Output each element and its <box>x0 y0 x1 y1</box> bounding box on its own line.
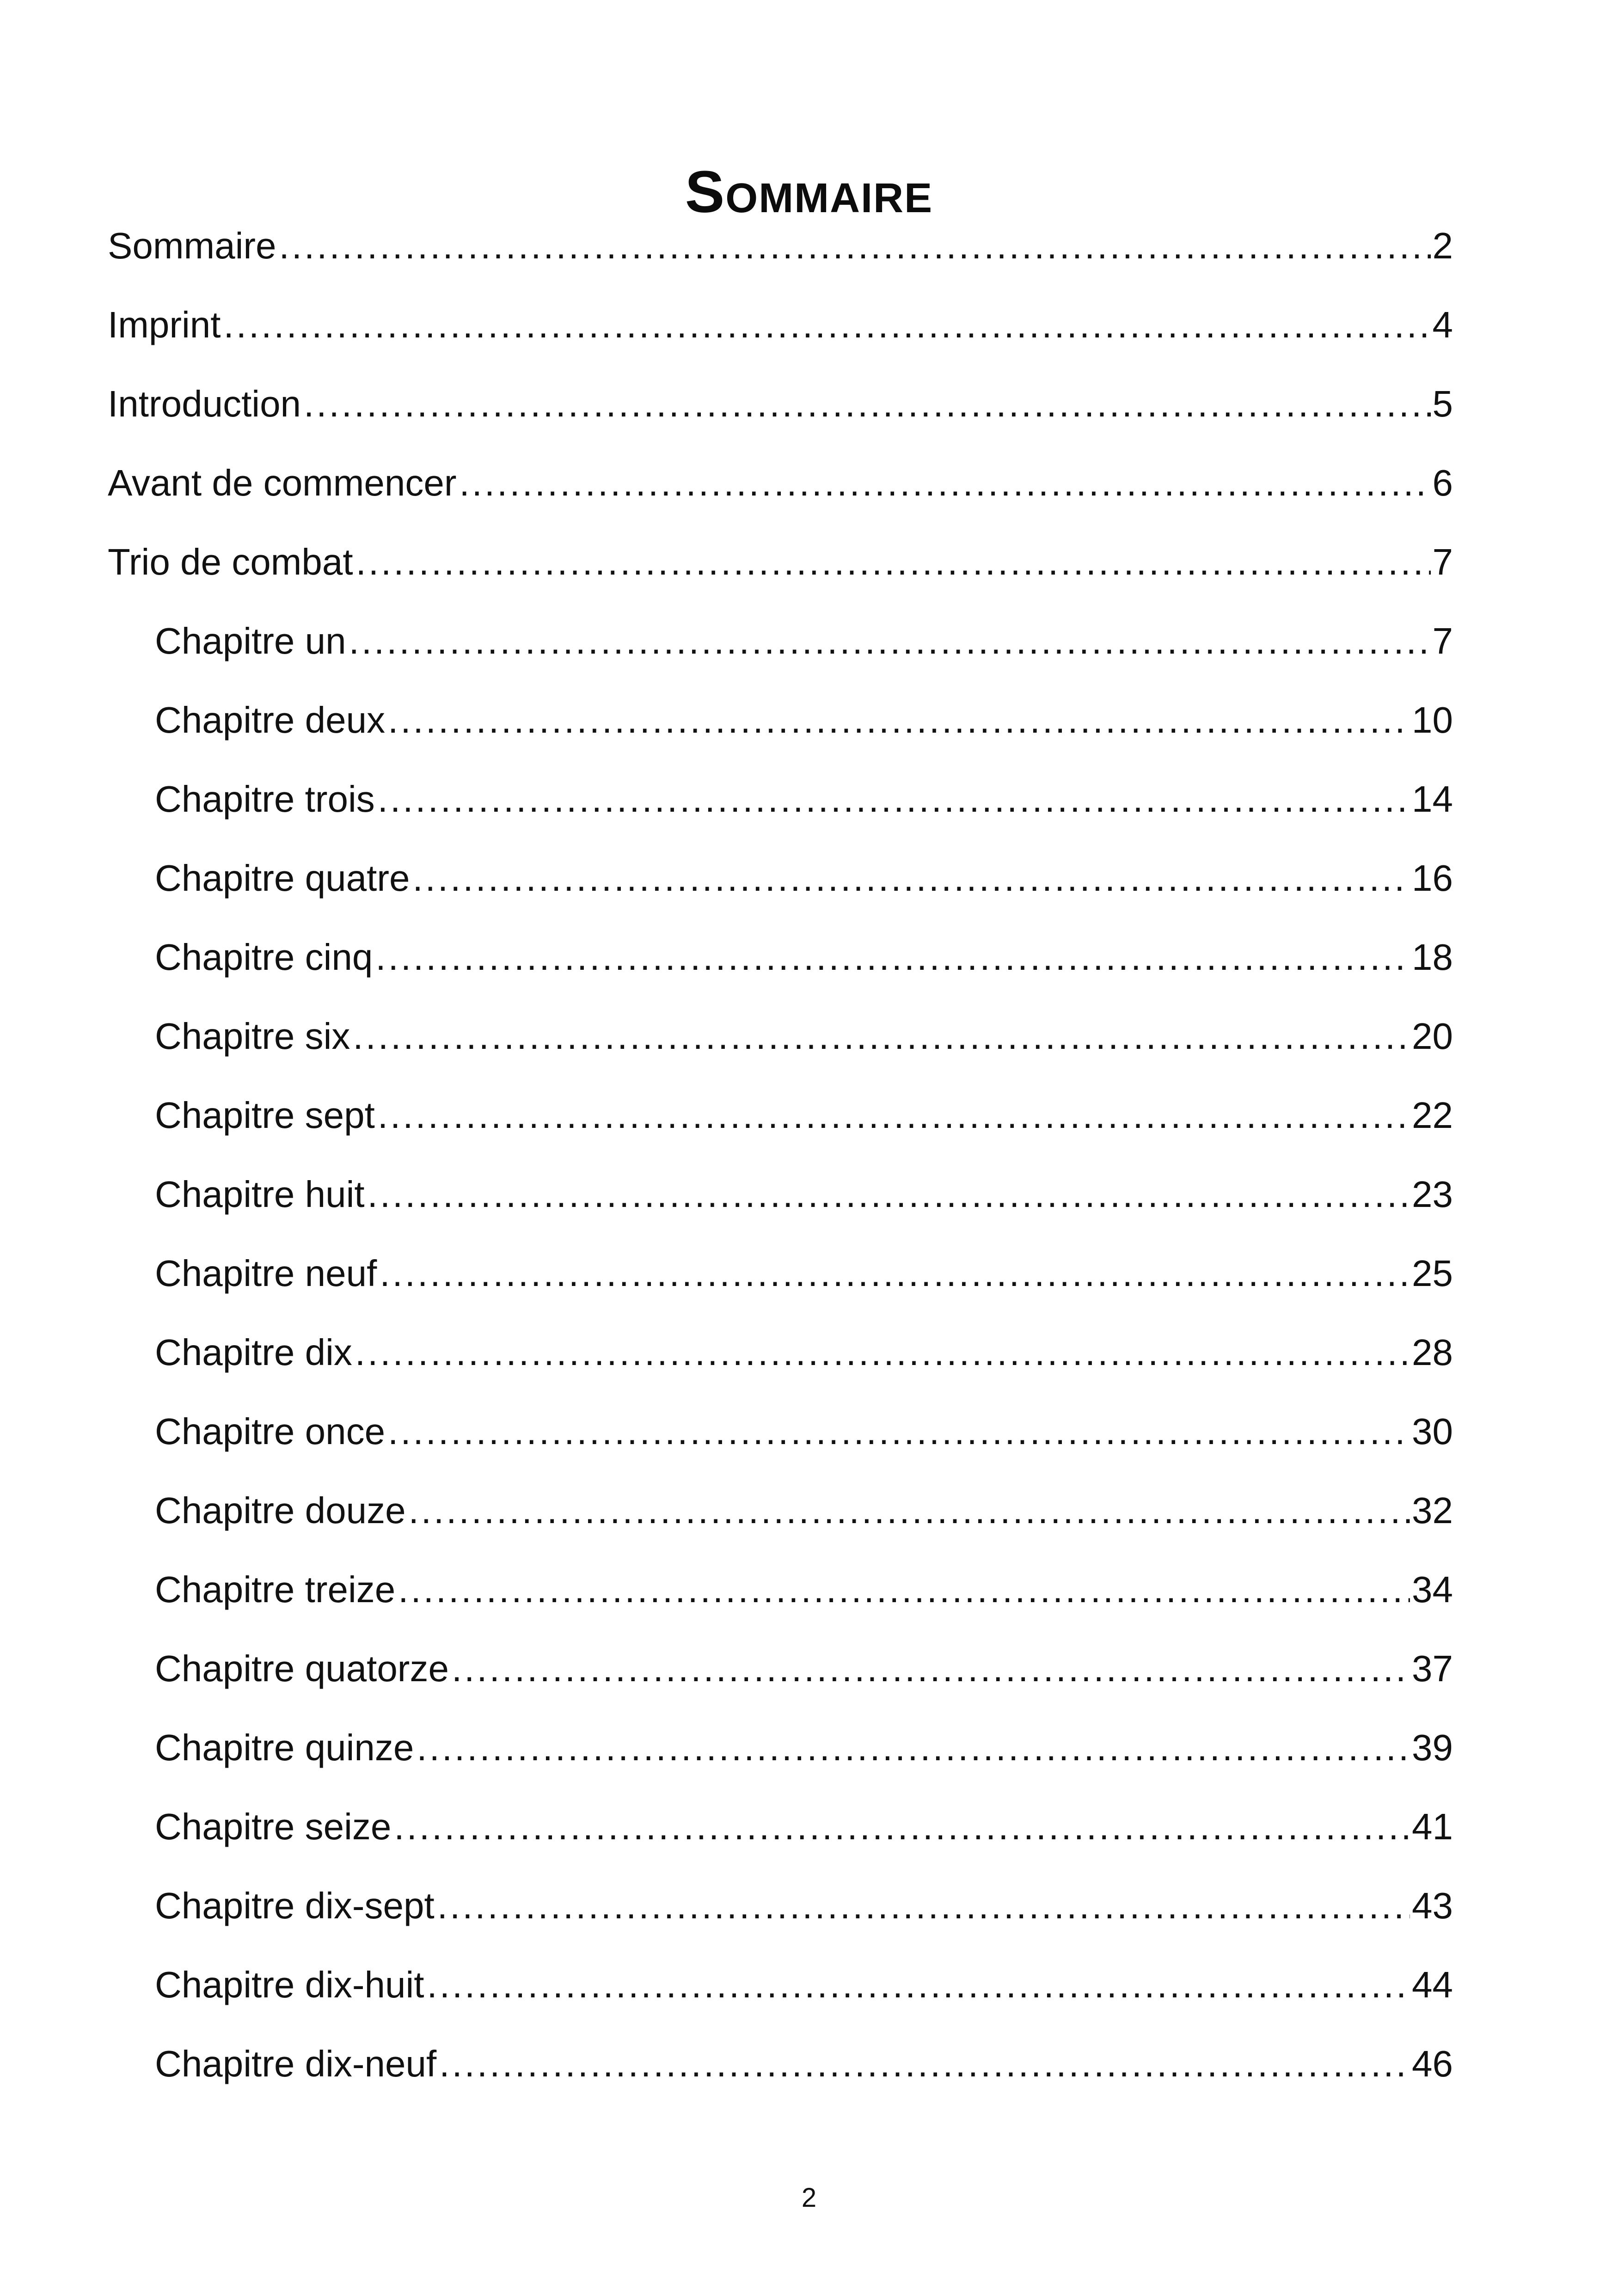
toc-entry-22[interactable] <box>108 1877 1453 1956</box>
toc-leader-dots <box>427 1956 1410 2014</box>
toc-entry-18[interactable] <box>108 1561 1453 1640</box>
toc-entry-10[interactable] <box>108 929 1453 1008</box>
toc-entry-page-number: 43 <box>1412 1885 1453 1926</box>
toc-entry-label: Chapitre dix-sept <box>155 1885 435 1926</box>
toc-entry-4[interactable] <box>108 454 1453 533</box>
toc-entry-page-number: 2 <box>1432 225 1453 266</box>
toc-entry-label: Chapitre treize <box>155 1569 396 1610</box>
toc-entry-label: Chapitre quatre <box>155 857 410 899</box>
toc-entry-11[interactable] <box>108 1008 1453 1087</box>
toc-leader-dots <box>353 1008 1410 1065</box>
toc-entry-24[interactable] <box>108 2035 1453 2114</box>
toc-leader-dots <box>459 454 1430 512</box>
toc-entry-6[interactable] <box>108 612 1453 692</box>
toc-leader-dots <box>437 1877 1410 1935</box>
toc-entry-label: Chapitre un <box>155 620 346 661</box>
toc-entry-label: Chapitre six <box>155 1016 350 1057</box>
toc-entry-16[interactable] <box>108 1403 1453 1482</box>
toc-leader-dots <box>394 1798 1410 1855</box>
toc-entry-1[interactable] <box>108 217 1453 296</box>
toc-entry-page-number: 44 <box>1412 1964 1453 2005</box>
toc-entry-page-number: 7 <box>1432 541 1453 582</box>
toc-entry-label: Chapitre cinq <box>155 937 373 978</box>
toc-leader-dots <box>375 929 1410 986</box>
toc-entry-label: Chapitre neuf <box>155 1253 377 1294</box>
toc-entry-21[interactable] <box>108 1798 1453 1877</box>
toc-entry-page-number: 39 <box>1412 1727 1453 1768</box>
toc-entry-page-number: 32 <box>1412 1490 1453 1531</box>
toc-entry-label: Chapitre douze <box>155 1490 406 1531</box>
toc-entry-9[interactable] <box>108 850 1453 929</box>
toc-leader-dots <box>378 1087 1410 1144</box>
toc-leader-dots <box>452 1640 1410 1697</box>
toc-entry-label: Chapitre dix-neuf <box>155 2043 437 2084</box>
toc-leader-dots <box>412 850 1410 907</box>
toc-entry-label: Chapitre sept <box>155 1095 375 1136</box>
toc-entry-page-number: 41 <box>1412 1806 1453 1847</box>
toc-entry-page-number: 23 <box>1412 1174 1453 1215</box>
toc-leader-dots <box>388 692 1410 749</box>
toc-entry-14[interactable] <box>108 1245 1453 1324</box>
toc-entry-7[interactable] <box>108 692 1453 771</box>
toc-entry-17[interactable] <box>108 1482 1453 1561</box>
toc-entry-page-number: 30 <box>1412 1411 1453 1452</box>
toc-entry-page-number: 46 <box>1412 2043 1453 2084</box>
toc-leader-dots <box>224 296 1431 354</box>
toc-entry-page-number: 20 <box>1412 1016 1453 1057</box>
toc-entry-page-number: 22 <box>1412 1095 1453 1136</box>
toc-entry-label: Chapitre seize <box>155 1806 392 1847</box>
toc-entry-label: Trio de combat <box>108 541 353 582</box>
toc-leader-dots <box>356 533 1431 591</box>
toc-entry-2[interactable] <box>108 296 1453 375</box>
toc-entry-page-number: 25 <box>1412 1253 1453 1294</box>
toc-leader-dots <box>368 1166 1410 1223</box>
toc-entry-19[interactable] <box>108 1640 1453 1719</box>
toc-entry-page-number: 7 <box>1432 620 1453 661</box>
toc-entry-label: Chapitre trois <box>155 778 375 820</box>
toc-entry-page-number: 18 <box>1412 937 1453 978</box>
toc-entry-label: Chapitre huit <box>155 1174 365 1215</box>
toc-entry-23[interactable] <box>108 1956 1453 2035</box>
toc-entry-page-number: 6 <box>1432 462 1453 503</box>
toc-leader-dots <box>409 1482 1410 1539</box>
toc-entry-page-number: 5 <box>1432 383 1453 424</box>
toc-entry-label: Chapitre deux <box>155 699 386 741</box>
toc-entry-5[interactable] <box>108 533 1453 612</box>
toc-entry-label: Chapitre once <box>155 1411 386 1452</box>
toc-entry-8[interactable] <box>108 771 1453 850</box>
toc-entry-page-number: 16 <box>1412 857 1453 899</box>
toc-entry-20[interactable] <box>108 1719 1453 1798</box>
toc-entry-label: Chapitre quatorze <box>155 1648 449 1689</box>
toc-entry-label: Chapitre dix <box>155 1332 352 1373</box>
toc-leader-dots <box>279 217 1431 275</box>
table-of-contents <box>108 217 1453 2114</box>
toc-leader-dots <box>439 2035 1410 2093</box>
footer-page-number: 2 <box>801 2183 817 2213</box>
toc-entry-page-number: 34 <box>1412 1569 1453 1610</box>
toc-entry-15[interactable] <box>108 1324 1453 1403</box>
toc-leader-dots <box>398 1561 1410 1618</box>
toc-leader-dots <box>355 1324 1410 1381</box>
toc-entry-page-number: 28 <box>1412 1332 1453 1373</box>
toc-leader-dots <box>417 1719 1410 1776</box>
toc-leader-dots <box>378 771 1410 828</box>
toc-entry-page-number: 14 <box>1412 778 1453 820</box>
toc-entry-label: Sommaire <box>108 225 276 266</box>
toc-leader-dots <box>380 1245 1410 1302</box>
toc-entry-label: Imprint <box>108 304 221 345</box>
toc-entry-label: Introduction <box>108 383 301 424</box>
toc-leader-dots <box>304 375 1430 433</box>
toc-entry-page-number: 10 <box>1412 699 1453 741</box>
toc-entry-page-number: 4 <box>1432 304 1453 345</box>
toc-entry-12[interactable] <box>108 1087 1453 1166</box>
toc-entry-label: Chapitre dix-huit <box>155 1964 424 2005</box>
toc-entry-label: Avant de commencer <box>108 462 457 503</box>
toc-entry-13[interactable] <box>108 1166 1453 1245</box>
toc-entry-page-number: 37 <box>1412 1648 1453 1689</box>
toc-leader-dots <box>388 1403 1410 1460</box>
toc-leader-dots <box>349 612 1431 670</box>
toc-entry-label: Chapitre quinze <box>155 1727 414 1768</box>
toc-entry-3[interactable] <box>108 375 1453 454</box>
page-title: Sommaire <box>685 159 933 225</box>
